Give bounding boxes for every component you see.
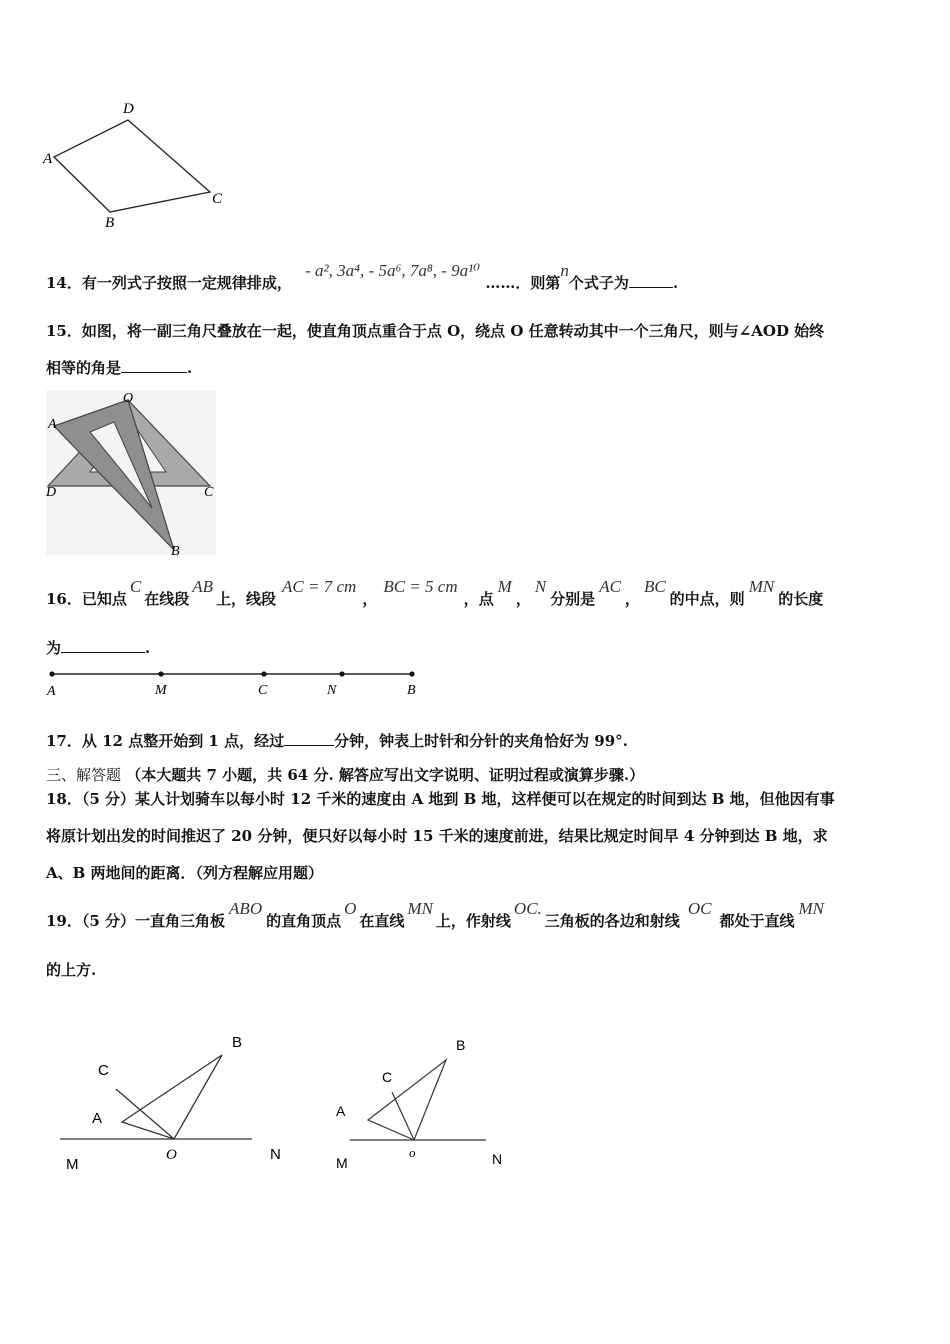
question-number: 15． (46, 322, 82, 340)
vertex-label-b: B (171, 544, 180, 559)
label-m: M (66, 1156, 79, 1173)
vertex-label-c: C (204, 485, 214, 500)
question-text: 将原计划出发的时间推迟了 20 分钟，便只好以每小时 15 千米的速度前进，结果比规定时间早 4 分钟到达 B 地，求 (46, 827, 828, 845)
label-c: C (98, 1062, 109, 1079)
question-text: 三角板的各边和射线 (544, 912, 680, 930)
question-text: 有一列式子按照一定规律排成， (81, 274, 292, 292)
segment-bc: BC (643, 577, 666, 596)
label-a: A (47, 684, 56, 699)
line-mn: MN (407, 899, 433, 918)
triangle-figure-1 (56, 1025, 296, 1185)
question-number: 17． (46, 732, 82, 750)
question-text: A、B 两地间的距离．（列方程解应用题） (46, 864, 324, 882)
vertex-label-d: D (46, 485, 57, 500)
triangle-abo: ABO (229, 899, 263, 918)
label-a: A (336, 1103, 346, 1119)
question-text: 的直角顶点 (266, 912, 342, 930)
question-text: 的中点，则 (669, 590, 745, 608)
point-m: M (497, 577, 512, 596)
segment-ac-length: AC = 7 cm (282, 577, 357, 596)
question-18-line3 (46, 863, 323, 883)
question-text: 的上方. (46, 961, 97, 979)
sequence-formula: - a², 3a⁴, - 5a⁶, 7a⁸, - 9a¹⁰ (305, 261, 481, 280)
triangle-figure-2 (330, 1030, 520, 1180)
vertex-label-a: A (43, 151, 53, 167)
point-b-dot (409, 671, 414, 676)
question-16 (46, 577, 824, 609)
question-text: 在线段 (144, 590, 190, 608)
answer-blank[interactable] (284, 731, 334, 746)
period: . (187, 359, 193, 377)
line-mn: MN (798, 899, 824, 918)
label-n: N (492, 1151, 503, 1167)
question-text: ……．则第 (485, 274, 561, 292)
label-c: C (258, 683, 268, 698)
question-text: 如图，将一副三角尺叠放在一起，使直角顶点重合于点 O，绕点 O 任意转动其中一个三角尺，则与∠AOD 始终 (81, 322, 825, 340)
vertex-label-b: B (105, 215, 115, 231)
vertex-label-a: A (48, 417, 57, 432)
question-number: 18． (46, 790, 82, 808)
segment-figure (44, 664, 434, 704)
question-text: （5 分）一直角三角板 (81, 912, 226, 930)
period: . (672, 274, 679, 292)
answer-blank[interactable] (629, 273, 673, 288)
label-b: B (456, 1037, 466, 1053)
label-o: o (409, 1145, 416, 1160)
segment-ac: AC (599, 577, 621, 596)
question-19 (46, 899, 828, 931)
segment-mn: MN (748, 577, 775, 596)
question-text: 从 12 点整开始到 1 点，经过 (81, 732, 285, 750)
answer-blank[interactable] (61, 638, 145, 653)
section-title: 三、解答题 (46, 766, 122, 784)
question-15-line2 (46, 358, 192, 378)
question-17 (46, 731, 628, 751)
question-number: 16． (46, 590, 82, 608)
question-text: （5 分）某人计划骑车以每小时 12 千米的速度由 A 地到 B 地，这样便可以在规定的时间到达 B 地，但他因有事 (81, 790, 835, 808)
question-number: 14． (46, 274, 82, 292)
vertex-label-o: O (123, 391, 134, 406)
question-text: 为 (46, 639, 62, 657)
punctuation: ， (362, 590, 378, 608)
question-text: 都处于直线 (719, 912, 795, 930)
question-19-line2 (46, 960, 96, 980)
question-text: 个式子为 (568, 274, 629, 292)
segment-bc-length: BC = 5 cm (383, 577, 458, 596)
question-text: 分钟，钟表上时针和分针的夹角恰好为 99°. (334, 732, 628, 750)
label-o: O (166, 1147, 177, 1163)
question-text: 在直线 (359, 912, 405, 930)
section-heading (46, 765, 644, 785)
quadrilateral-figure (40, 95, 240, 235)
label-b: B (407, 683, 416, 698)
point-c: C (129, 577, 142, 596)
question-text: 已知点 (81, 590, 127, 608)
period: . (145, 639, 151, 657)
point-o: O (344, 899, 357, 918)
point-a-dot (49, 671, 54, 676)
label-m: M (336, 1155, 348, 1171)
question-18 (46, 789, 835, 809)
question-text: 的长度 (778, 590, 824, 608)
question-text: 分别是 (550, 590, 596, 608)
segment-ab: AB (192, 577, 214, 596)
punctuation: ， (515, 590, 531, 608)
question-text: ，点 (463, 590, 494, 608)
vertex-label-c: C (212, 191, 223, 207)
point-c-dot (261, 671, 266, 676)
label-n: N (327, 683, 337, 698)
vertex-label-d: D (123, 101, 134, 117)
question-16-line2 (46, 638, 150, 658)
label-c: C (382, 1069, 393, 1085)
question-number: 19． (46, 912, 82, 930)
punctuation: ， (624, 590, 640, 608)
ray-oc: OC (687, 899, 712, 918)
question-18-line2 (46, 826, 828, 846)
point-n: N (534, 577, 547, 596)
label-m: M (155, 683, 167, 698)
question-15 (46, 321, 824, 341)
question-text: 相等的角是 (46, 359, 122, 377)
ray-oc: OC. (513, 899, 542, 918)
label-a: A (92, 1110, 103, 1127)
question-text: 上，线段 (216, 590, 277, 608)
point-m-dot (158, 671, 163, 676)
variable-n: n (560, 261, 569, 280)
point-n-dot (339, 671, 344, 676)
section-note: （本大题共 7 小题，共 64 分. 解答应写出文字说明、证明过程或演算步骤.） (126, 766, 645, 784)
question-text: 上，作射线 (435, 912, 511, 930)
question-14 (46, 261, 679, 293)
answer-blank[interactable] (121, 358, 187, 373)
set-squares-figure (44, 388, 219, 560)
label-b: B (232, 1034, 243, 1051)
label-n: N (270, 1146, 281, 1163)
